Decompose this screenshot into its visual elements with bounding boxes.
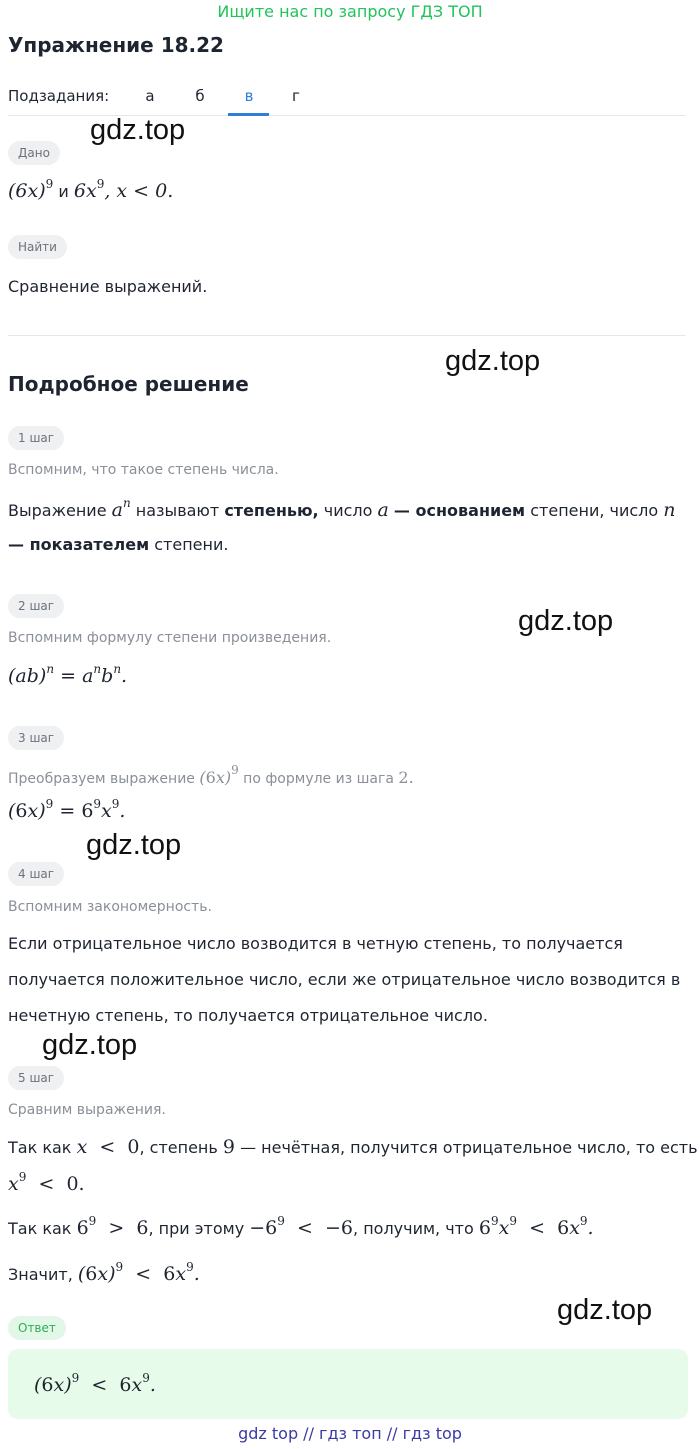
step-5-line-4: Значит, $(6x)^9 < 6x^9$. — [8, 1260, 200, 1285]
watermark: gdz.top — [86, 829, 182, 861]
find-text: Сравнение выражений. — [8, 277, 208, 296]
step-1-hint: Вспомним, что такое степень числа. — [8, 462, 279, 478]
step-4-line: нечетную степень, то получается отрицательное число. — [8, 1006, 488, 1025]
step-5-line-2: $x^9 < 0$. — [8, 1170, 85, 1195]
step-2-formula: $(ab)^n = a^nb^n$. — [8, 662, 128, 687]
solution-title: Подробное решение — [8, 372, 249, 396]
tab-a[interactable]: а — [145, 87, 155, 105]
step-3-chip: 3 шаг — [8, 726, 64, 750]
answer-chip: Ответ — [8, 1316, 66, 1340]
step-4-hint: Вспомним закономерность. — [8, 899, 212, 915]
tab-g[interactable]: г — [292, 87, 300, 105]
step-1-line-1: Выражение $a^n$ называют степенью, число a — основанием степени, число n — [8, 496, 676, 521]
step-5-chip: 5 шаг — [8, 1066, 64, 1090]
subtask-tabs — [8, 80, 686, 116]
page-title: Упражнение 18.22 — [8, 33, 224, 57]
watermark: gdz.top — [518, 605, 614, 637]
step-3-formula: $(6x)^9 = 6^9x^9$. — [8, 797, 126, 822]
step-5-line-1: Так как x < 0, степень 9 — нечётная, получится отрицательное число, то есть — [8, 1136, 698, 1158]
given-expression: $(6x)^9$ и $6x^9$, x < 0. — [8, 177, 174, 202]
step-4-chip: 4 шаг — [8, 862, 64, 886]
footer-links[interactable]: gdz top // гдз топ // гдз top — [238, 1424, 462, 1443]
step-2-chip: 2 шаг — [8, 594, 64, 618]
answer-expression: $(6x)^9 < 6x^9$. — [34, 1371, 156, 1396]
active-tab-indicator — [228, 113, 269, 116]
step-5-line-3: Так как $6^9 > 6$, при этому $-6^9 < -6$, получим, что $6^9x^9 < 6x^9$. — [8, 1214, 594, 1239]
subtask-label: Подзадания: — [8, 87, 110, 105]
given-chip: Дано — [8, 141, 60, 165]
section-divider — [8, 335, 686, 336]
watermark: gdz.top — [557, 1294, 653, 1326]
step-1-line-2: — показателем степени. — [8, 535, 229, 554]
tab-b[interactable]: б — [195, 87, 205, 105]
search-banner[interactable]: Ищите нас по запросу ГДЗ ТОП — [217, 2, 483, 21]
tab-v[interactable]: в — [244, 87, 254, 105]
step-5-hint: Сравним выражения. — [8, 1102, 166, 1118]
step-2-hint: Вспомним формулу степени произведения. — [8, 630, 332, 646]
step-3-hint: Преобразуем выражение $(6x)^9$ по формуле из шага 2. — [8, 763, 414, 787]
answer-box — [8, 1349, 688, 1419]
watermark: gdz.top — [90, 114, 186, 146]
find-chip: Найти — [8, 235, 67, 259]
watermark: gdz.top — [42, 1029, 138, 1061]
step-4-line: Если отрицательное число возводится в четную степень, то получается — [8, 934, 623, 953]
step-4-line: получается положительное число, если же отрицательное число возводится в — [8, 970, 681, 989]
step-1-chip: 1 шаг — [8, 426, 64, 450]
watermark: gdz.top — [445, 345, 541, 377]
